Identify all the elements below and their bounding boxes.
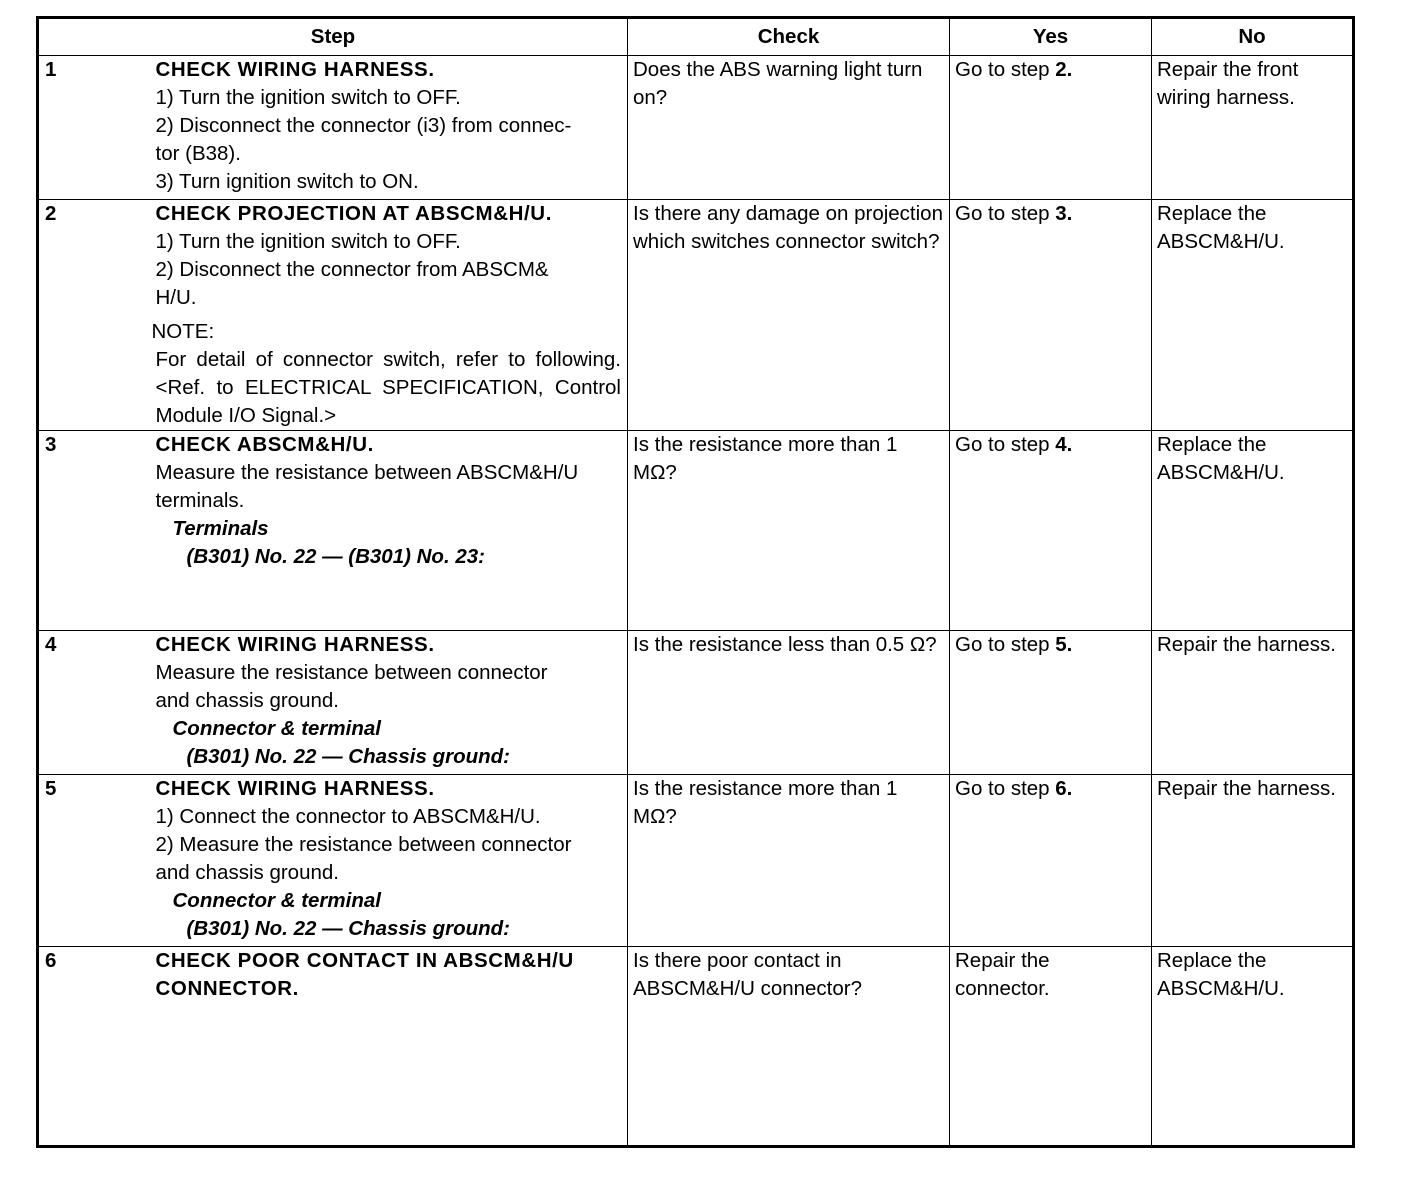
- spec-value: (B301) No. 22 — Chassis ground:: [186, 745, 511, 768]
- step-title: CHECK WIRING HARNESS.: [155, 633, 435, 656]
- step-title: CHECK WIRING HARNESS.: [155, 58, 435, 81]
- note-label: NOTE:: [151, 320, 215, 343]
- step-title: CHECK WIRING HARNESS.: [155, 777, 435, 800]
- header-row: [38, 18, 1354, 56]
- yes-step: 5.: [1055, 633, 1073, 656]
- step-line: tor (B38).: [155, 142, 241, 165]
- step-number: 2: [38, 200, 148, 431]
- yes-cell: Repair the connector.: [950, 947, 1152, 1147]
- yes-step: 2.: [1055, 58, 1073, 81]
- spec-value: (B301) No. 22 — Chassis ground:: [186, 917, 511, 940]
- yes-step: 3.: [1055, 202, 1073, 225]
- no-cell: Repair the harness.: [1152, 775, 1354, 947]
- note-text: For detail of connector switch, refer to following. <Ref. to ELECTRICAL SPECIFICATION, Control Module I/O Signal.>: [155, 348, 621, 427]
- step-title: CHECK POOR CONTACT IN ABSCM&H/U CONNECTOR.: [155, 949, 574, 1000]
- step-line: 1) Turn the ignition switch to OFF.: [155, 86, 461, 109]
- step-line: H/U.: [155, 286, 197, 309]
- step-line: and chassis ground.: [155, 861, 339, 884]
- yes-cell: [950, 56, 1152, 200]
- step-number: 5: [38, 775, 148, 947]
- yes-cell: [950, 775, 1152, 947]
- check-cell: Is there poor contact in ABSCM&H/U connector?: [628, 947, 950, 1147]
- step-number: 4: [38, 631, 148, 775]
- yes-prefix: Go to step: [955, 777, 1056, 800]
- table-row: [38, 631, 1354, 775]
- no-cell: Replace the ABSCM&H/U.: [1152, 431, 1354, 631]
- no-cell: Repair the harness.: [1152, 631, 1354, 775]
- step-line: 2) Measure the resistance between connector: [155, 833, 572, 856]
- step-line: 3) Turn ignition switch to ON.: [155, 170, 419, 193]
- step-description: [148, 631, 628, 775]
- step-number: 3: [38, 431, 148, 631]
- check-cell: Is the resistance less than 0.5 Ω?: [628, 631, 950, 775]
- check-cell: Is the resistance more than 1 MΩ?: [628, 431, 950, 631]
- step-description: [148, 431, 628, 631]
- yes-prefix: Go to step: [955, 433, 1056, 456]
- table-row: [38, 947, 1354, 1147]
- yes-prefix: Go to step: [955, 633, 1056, 656]
- no-cell: Replace the ABSCM&H/U.: [1152, 200, 1354, 431]
- yes-prefix: Go to step: [955, 58, 1056, 81]
- table-row: [38, 56, 1354, 200]
- step-line: 1) Connect the connector to ABSCM&H/U.: [155, 805, 541, 828]
- spec-label: Connector & terminal: [172, 889, 381, 912]
- table-row: [38, 775, 1354, 947]
- check-cell: Is there any damage on projection which switches connector switch?: [628, 200, 950, 431]
- header-no: No: [1152, 18, 1354, 56]
- yes-step: 4.: [1055, 433, 1073, 456]
- step-line: Measure the resistance between ABSCM&H/U: [155, 461, 579, 484]
- yes-step: 6.: [1055, 777, 1073, 800]
- step-description: [148, 947, 628, 1147]
- spec-label: Terminals: [172, 517, 269, 540]
- step-number: 6: [38, 947, 148, 1147]
- header-yes: Yes: [950, 18, 1152, 56]
- step-line: 1) Turn the ignition switch to OFF.: [155, 230, 461, 253]
- step-line: 2) Disconnect the connector from ABSCM&: [155, 258, 549, 281]
- header-check: Check: [628, 18, 950, 56]
- header-step: Step: [38, 18, 628, 56]
- diagnostic-table: [36, 16, 1355, 1148]
- yes-cell: [950, 200, 1152, 431]
- yes-cell: [950, 631, 1152, 775]
- step-description: [148, 56, 628, 200]
- spec-label: Connector & terminal: [172, 717, 381, 740]
- yes-cell: [950, 431, 1152, 631]
- step-line: terminals.: [155, 489, 245, 512]
- step-description: [148, 200, 628, 431]
- table-row: [38, 200, 1354, 431]
- spec-value: (B301) No. 22 — (B301) No. 23:: [186, 545, 485, 568]
- step-title: CHECK PROJECTION AT ABSCM&H/U.: [155, 202, 552, 225]
- table-row: [38, 431, 1354, 631]
- no-cell: Repair the front wiring harness.: [1152, 56, 1354, 200]
- yes-prefix: Go to step: [955, 202, 1056, 225]
- step-line: and chassis ground.: [155, 689, 339, 712]
- check-cell: Does the ABS warning light turn on?: [628, 56, 950, 200]
- check-cell: Is the resistance more than 1 MΩ?: [628, 775, 950, 947]
- step-title: CHECK ABSCM&H/U.: [155, 433, 374, 456]
- step-line: Measure the resistance between connector: [155, 661, 548, 684]
- step-line: 2) Disconnect the connector (i3) from connec-: [155, 114, 572, 137]
- no-cell: Replace the ABSCM&H/U.: [1152, 947, 1354, 1147]
- step-description: [148, 775, 628, 947]
- step-number: 1: [38, 56, 148, 200]
